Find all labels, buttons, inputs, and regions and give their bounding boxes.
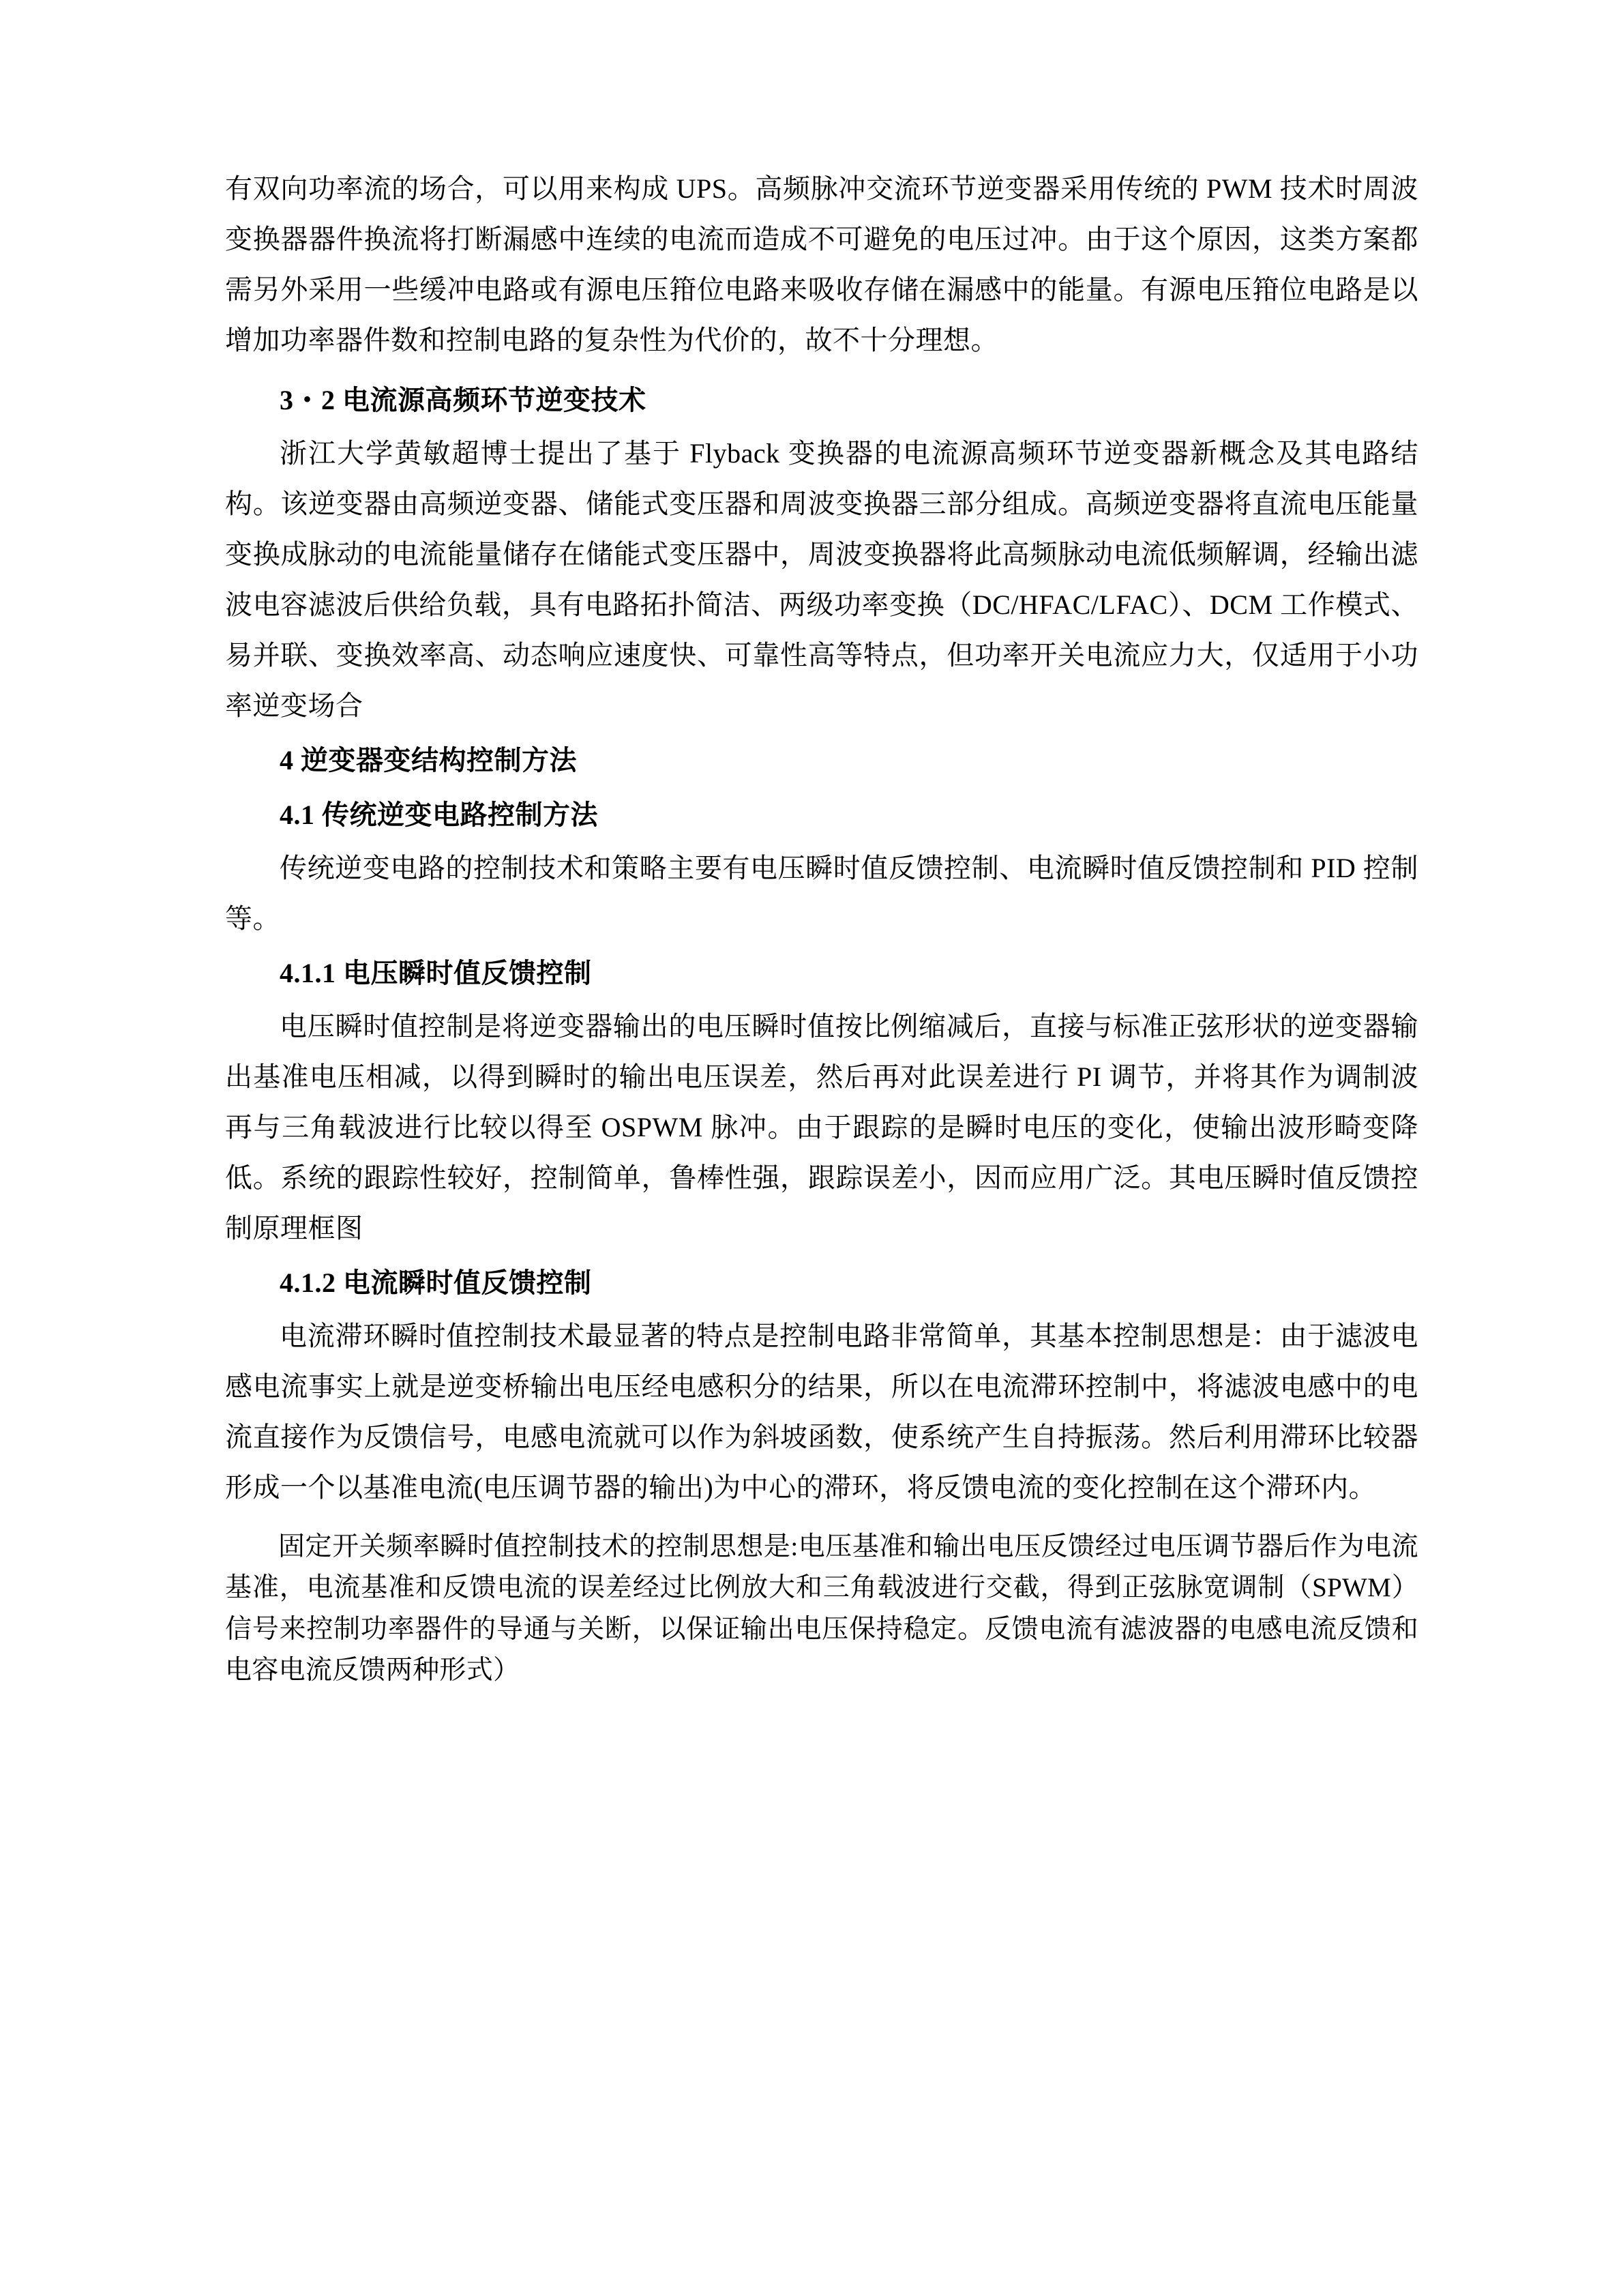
paragraph-4-1-1-body: 电压瞬时值控制是将逆变器输出的电压瞬时值按比例缩减后，直接与标准正弦形状的逆变器输出基准电压相减，以得到瞬时的输出电压误差，然后再对此误差进行 PI 调节，并将其作为调制波再与三角载波进行比较以得至 OSPWM 脉冲。由于跟踪的是瞬时电压的变化，使输出波形畸变降低。系统的跟踪性较好，控制简单，鲁棒性强，跟踪误差小，因而应用广泛。其电压瞬时值反馈控制原理框图 xyxy=(225,1011,1418,1243)
paragraph-intro: 有双向功率流的场合，可以用来构成 UPS。高频脉冲交流环节逆变器采用传统的 PWM 技术时周波变换器器件换流将打断漏感中连续的电流而造成不可避免的电压过冲。由于这个原因，这类方案都需另外采用一些缓冲电路或有源电压箝位电路来吸收存储在漏感中的能量。有源电压箝位电路是以增加功率器件数和控制电路的复杂性为代价的，故不十分理想。 xyxy=(225,173,1418,355)
heading-4-1: 4.1 传统逆变电路控制方法 xyxy=(280,799,598,830)
document-body xyxy=(225,164,1418,1692)
heading-3-2: 3・2 电流源高频环节逆变技术 xyxy=(280,385,646,415)
heading-4: 4 逆变器变结构控制方法 xyxy=(280,745,577,776)
paragraph-4-1-2-body: 电流滞环瞬时值控制技术最显著的特点是控制电路非常简单，其基本控制思想是：由于滤波电感电流事实上就是逆变桥输出电压经电感积分的结果，所以在电流滞环控制中，将滤波电感中的电流直接作为反馈信号，电感电流就可以作为斜坡函数，使系统产生自持振荡。然后利用滞环比较器形成一个以基准电流(电压调节器的输出)为中心的滞环，将反馈电流的变化控制在这个滞环内。 xyxy=(225,1321,1418,1503)
paragraph-spacer xyxy=(225,1514,1418,1527)
heading-4-1-1: 4.1.1 电压瞬时值反馈控制 xyxy=(280,958,592,988)
paragraph-current-source-hf: 浙江大学黄敏超博士提出了基于 Flyback 变换器的电流源高频环节逆变器新概念及其电路结构。该逆变器由高频逆变器、储能式变压器和周波变换器三部分组成。高频逆变器将直流电压能量变换成脉动的电流能量储存在储能式变压器中，周波变换器将此高频脉动电流低频解调，经输出滤波电容滤波后供给负载，具有电路拓扑简洁、两级功率变换（DC/HFAC/LFAC）、DCM 工作模式、易并联、变换效率高、动态响应速度快、可靠性高等特点，但功率开关电流应力大，仅适用于小功率逆变场合 xyxy=(225,438,1418,721)
heading-4-1-2: 4.1.2 电流瞬时值反馈控制 xyxy=(280,1267,592,1298)
paragraph-4-1-body: 传统逆变电路的控制技术和策略主要有电压瞬时值反馈控制、电流瞬时值反馈控制和 PID 控制等。 xyxy=(225,853,1418,934)
paragraph-fixed-frequency: 固定开关频率瞬时值控制技术的控制思想是:电压基准和输出电压反馈经过电压调节器后作为电流基准，电流基准和反馈电流的误差经过比例放大和三角载波进行交截，得到正弦脉宽调制（SPWM）信号来控制功率器件的导通与关断，以保证输出电压保持稳定。反馈电流有滤波器的电感电流反馈和电容电流反馈两种形式） xyxy=(225,1532,1418,1686)
